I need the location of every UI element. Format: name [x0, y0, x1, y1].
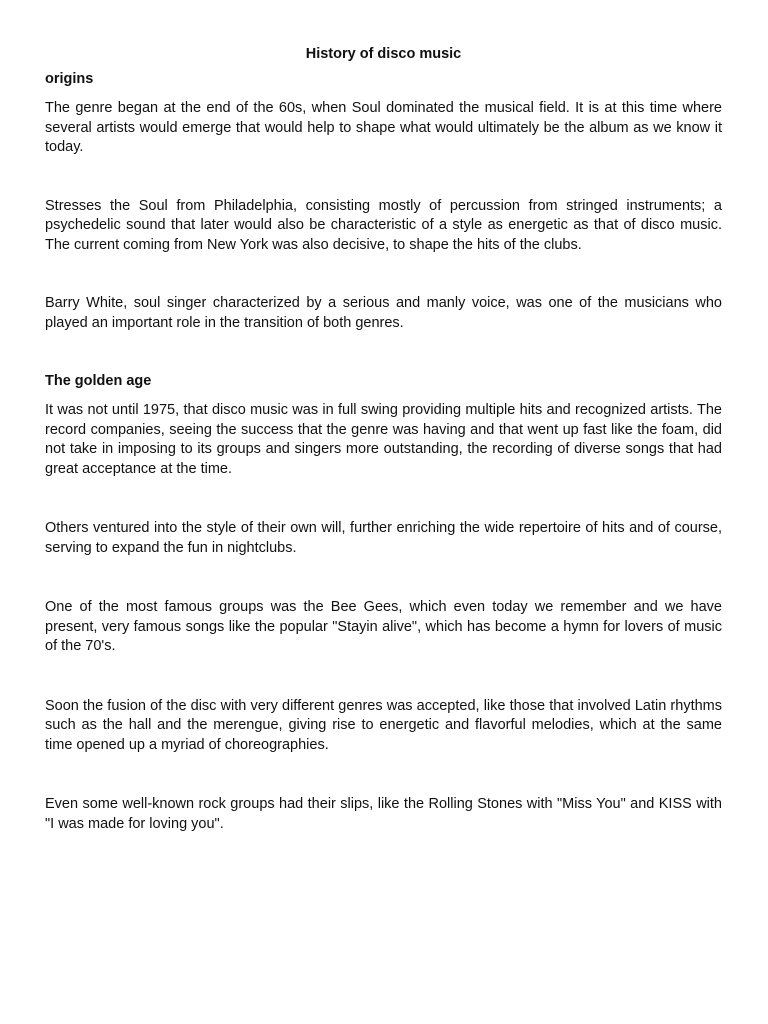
paragraph: The genre began at the end of the 60s, when Soul dominated the musical field. It is at this time where several artists would emerge that would help to shape what would ultimately be the album as we know it today. — [45, 100, 722, 155]
document-title: History of disco music — [305, 46, 462, 62]
paragraph: Others ventured into the style of their own will, further enriching the wide repertoire of hits and of course, serving to expand the fun in nightclubs. — [45, 520, 722, 556]
paragraph: One of the most famous groups was the Bee Gees, which even today we remember and we have present, very famous songs like the popular "Stayin alive", which has become a hymn for lovers of music of the 70's. — [45, 599, 722, 654]
paragraph: Soon the fusion of the disc with very different genres was accepted, like those that involved Latin rhythms such as the hall and the merengue, giving rise to energetic and flavorful melodies, which at the same time opened up a myriad of choreographies. — [45, 697, 722, 753]
paragraph: Barry White, soul singer characterized by a serious and manly voice, was one of the musicians who played an important role in the transition of both genres. — [45, 295, 722, 331]
paragraph: Stresses the Soul from Philadelphia, consisting mostly of percussion from stringed instruments; a psychedelic sound that later would also be characteristic of a style as energetic as that of disco music. The current coming from New York was also decisive, to shape the hits of the clubs. — [45, 197, 722, 253]
section-heading-golden-age: The golden age — [45, 373, 152, 389]
section-heading-origins: origins — [45, 71, 94, 87]
paragraph: Even some well-known rock groups had their slips, like the Rolling Stones with "Miss You" and KISS with "I was made for loving you". — [45, 796, 722, 832]
paragraph: It was not until 1975, that disco music was in full swing providing multiple hits and recognized artists. The record companies, seeing the success that the genre was having and that went up fast like the foam, did not take in imposing to its groups and singers more outstanding, the recording of diverse songs that had great acceptance at the time. — [45, 402, 722, 477]
